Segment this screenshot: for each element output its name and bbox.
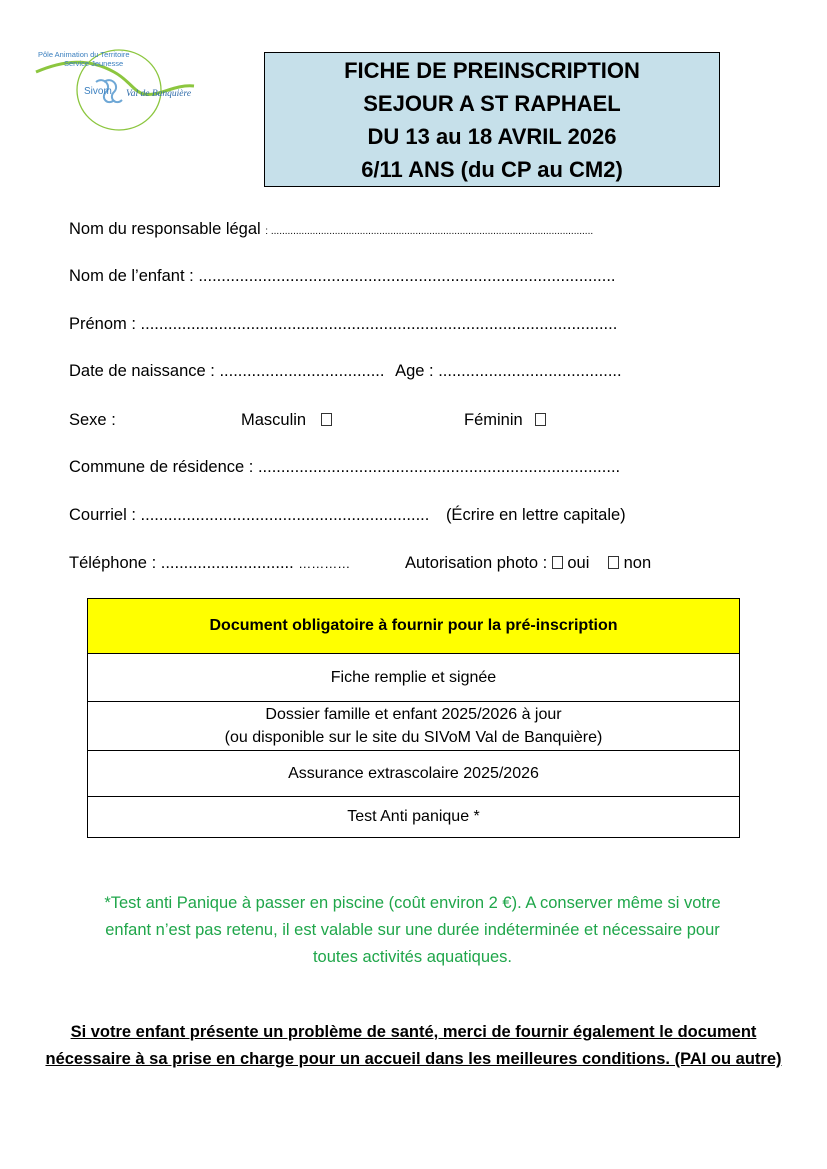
field-sexe [69, 409, 116, 431]
field-courriel[interactable] [69, 504, 626, 526]
title-line-2: SEJOUR A ST RAPHAEL [363, 90, 621, 116]
commune-dots: ............................................................................... [257, 458, 621, 476]
table-cell-line: Dossier famille et enfant 2025/2026 à jour [265, 706, 562, 723]
field-telephone[interactable] [69, 552, 350, 575]
logo-line-1: Pôle Animation du Territoire [38, 50, 130, 59]
title-box [264, 52, 720, 187]
table-cell-line: (ou disponible sur le site du SIVoM Val de Banquière) [224, 729, 603, 746]
table-header: Document obligatoire à fournir pour la pré-inscription [88, 599, 740, 654]
field-responsable[interactable] [69, 218, 593, 243]
age-dots: ........................................ [438, 362, 622, 380]
table-cell: Test Anti panique * [88, 797, 740, 838]
telephone-label: Téléphone : [69, 554, 157, 572]
table-row [88, 702, 740, 751]
masculin-label: Masculin [241, 411, 307, 429]
title-line-1: FICHE DE PREINSCRIPTION [344, 57, 640, 83]
table-header-row [88, 599, 740, 654]
option-feminin[interactable] [464, 409, 546, 431]
table-row [88, 654, 740, 702]
table-cell [88, 702, 740, 751]
commune-label: Commune de résidence : [69, 458, 254, 476]
feminin-checkbox[interactable] [535, 413, 546, 426]
title-line-4: 6/11 ANS (du CP au CM2) [361, 156, 623, 182]
prenom-label: Prénom : [69, 315, 136, 333]
courriel-label: Courriel : [69, 506, 136, 524]
field-commune[interactable] [69, 456, 620, 478]
note-line-3: toutes activités aquatiques. [312, 948, 513, 966]
documents-table [87, 598, 740, 838]
field-date-naissance[interactable] [69, 360, 622, 382]
photo-oui-label: oui [567, 554, 590, 572]
note-line-2: enfant n’est pas retenu, il est valable sur une durée indéterminée et nécessaire pour [105, 921, 720, 939]
masculin-checkbox[interactable] [321, 413, 332, 426]
option-masculin[interactable] [241, 409, 332, 431]
table-row [88, 797, 740, 838]
nom-enfant-dots: ........................................................................................... [198, 267, 616, 285]
nom-enfant-label: Nom de l’enfant : [69, 267, 194, 285]
telephone-dots: ............................. [160, 554, 294, 572]
health-line-2: nécessaire à sa prise en charge pour un accueil dans les meilleures conditions. (PAI ou autre) [45, 1050, 782, 1068]
anti-panique-note [40, 890, 785, 971]
responsable-label: Nom du responsable légal [69, 220, 261, 238]
logo-sivom: Sivom [84, 86, 112, 97]
naissance-label: Date de naissance : [69, 362, 215, 380]
telephone-dots-2: ………… [298, 556, 351, 571]
note-line-1: *Test anti Panique à passer en piscine (coût environ 2 €). A conserver même si votre [104, 894, 721, 912]
courriel-hint: (Écrire en lettre capitale) [445, 506, 626, 524]
table-row [88, 751, 740, 797]
photo-label: Autorisation photo : [405, 554, 548, 572]
feminin-label: Féminin [464, 411, 523, 429]
sivom-logo [34, 42, 199, 134]
sexe-label: Sexe : [69, 411, 116, 429]
health-line-1: Si votre enfant présente un problème de santé, merci de fournir également le document [70, 1023, 757, 1041]
field-autorisation-photo [405, 552, 651, 574]
table-cell: Fiche remplie et signée [88, 654, 740, 702]
prenom-dots: ........................................................................................................ [140, 315, 618, 333]
photo-non-label: non [623, 554, 652, 572]
health-warning [30, 1019, 797, 1073]
age-label: Age : [395, 362, 434, 380]
logo-line-2: Service Jeunesse [64, 59, 124, 68]
photo-non-checkbox[interactable] [608, 556, 619, 569]
courriel-dots: ............................................................... [140, 506, 430, 524]
table-cell: Assurance extrascolaire 2025/2026 [88, 751, 740, 797]
field-prenom[interactable] [69, 313, 617, 335]
logo-val-de-banquiere: Val de Banquière [126, 89, 192, 99]
naissance-dots: .................................... [219, 362, 385, 380]
title-line-3: DU 13 au 18 AVRIL 2026 [367, 123, 617, 149]
photo-oui-checkbox[interactable] [552, 556, 563, 569]
responsable-dots: : .................................................................................................................... [265, 226, 594, 237]
field-nom-enfant[interactable] [69, 265, 616, 287]
